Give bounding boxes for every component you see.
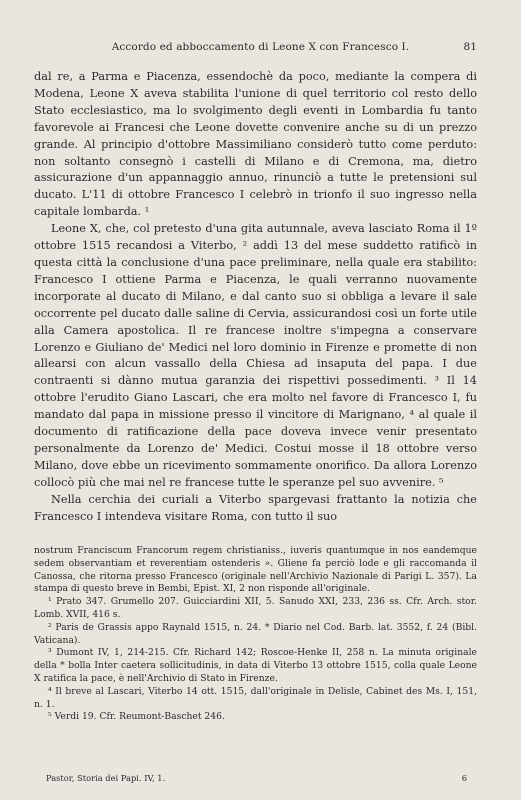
main-text <box>34 69 477 525</box>
page-number: 81 <box>463 41 477 53</box>
footnote-4: ⁴ Il breve al Lascari, Viterbo 14 ott. 1515, dall'originale in Delisle, Cabinet des Ms. I, 151, n. 1. <box>34 685 477 710</box>
signature-line: Pastor, Storia dei Papi. IV, 1. <box>46 773 166 783</box>
footnotes <box>34 545 477 724</box>
paragraph: Leone X, che, col pretesto d'una gita autunnale, aveva lasciato Roma il 1º ottobre 1515 recandosi a Viterbo, ² addì 13 del mese suddetto ratificò in questa città la conclusione d'una pace preliminare, nella quale era stabilito: Francesco I ottiene Parma e Piacenza, le quali verranno nuovamente incorporate al ducato di Milano, e dal canto suo si obbliga a levare il sale occorrente pel ducato dalle saline di Cervia, assicurandosi così un forte utile alla Camera apostolica. Il re francese inoltre s'impegna a conservare Lorenzo e Giuliano de' Medici nel loro dominio in Firenze e promette di non allearsi con alcun vassallo della Chiesa ad insaputa del papa. I due contraenti si dànno mutua garanzia dei rispettivi possedimenti. ³ Il 14 ottobre l'erudito Giano Lascari, che era molto nel favore di Francesco I, fu mandato dal papa in missione presso il vincitore di Marignano, ⁴ al quale il documento di ratificazione della pace doveva invece venir presentato personalmente da Lorenzo de' Medici. Costui mosse il 18 ottobre verso Milano, dove ebbe un ricevimento sommamente onorifico. Da allora Lorenzo collocò più che mai nel re francese tutte le speranze pel suo avvenire. ⁵ <box>34 222 477 489</box>
paragraph: dal re, a Parma e Piacenza, essendochè da poco, mediante la compera di Modena, Leone X aveva stabilita l'unione di quel territorio col resto dello Stato ecclesiastico, ma lo svolgimento degli eventi in Lombardia fu tanto favorevole ai Francesi che Leone dovette convenire anche su di un prezzo grande. Al principio d'ottobre Massimiliano considerò tutto come perduto: non soltanto consegnò i castelli di Milano e di Cremona, ma, dietro assicurazione d'un appannaggio annuo, rinunciò a tutte le pretensioni sul ducato. L'11 di ottobre Francesco I celebrò in trionfo il suo ingresso nella capitale lombarda. ¹ <box>34 70 477 219</box>
footnote-2: ² Paris de Grassis appo Raynald 1515, n. 24. * Diario nel Cod. Barb. lat. 3552, f. 24 (Bibl. Vaticana). <box>34 621 477 646</box>
footnote-1: ¹ Prato 347. Grumello 207. Guicciardini XII, 5. Sanudo XXI, 233, 236 ss. Cfr. Arch. stor. Lomb. XVII, 416 s. <box>34 596 477 620</box>
paragraph: Nella cerchia dei curiali a Viterbo spargevasi frattanto la notizia che Francesco I intendeva visitare Roma, con tutto il suo <box>34 492 477 523</box>
footnote-3: ³ Dumont IV, 1, 214-215. Cfr. Richard 142; Roscoe-Henke II, 258 n. La minuta originale della * bolla Inter caetera sollicitudinis, in data di Viterbo 13 ottobre 1515, colla quale Leone X ratifica la pace, è nell'Archivio di Stato in Firenze. <box>34 647 477 684</box>
running-title: Accordo ed abboccamento di Leone X con Francesco I. <box>111 41 410 53</box>
footnote-continuation: nostrum Franciscum Francorum regem christianiss., iuveris quantumque in nos eandemque sedem observantiam et reverentiam ostenderis ». Gliene fa perciò lode e gli raccomanda il Canossa, che ritorna presso Francesco (originale nell'Archivio Nazionale di Parigi L. 357). La stampa di questo breve in Bembi, Epist. XI, 2 non risponde all'originale. <box>34 545 477 595</box>
sheet-number: 6 <box>461 773 467 783</box>
page-footer <box>46 773 467 785</box>
footnote-5: ⁵ Verdi 19. Cfr. Reumont-Baschet 246. <box>48 711 225 723</box>
running-header <box>34 41 487 57</box>
